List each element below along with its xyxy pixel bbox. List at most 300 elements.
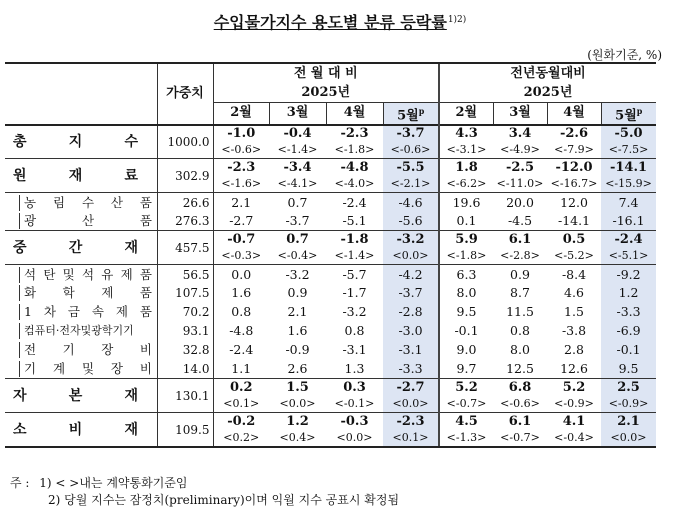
value-cell bbox=[493, 231, 547, 265]
value-cell bbox=[439, 413, 493, 447]
value-cell bbox=[326, 193, 383, 212]
contract-currency-value: <-4.1> bbox=[277, 176, 318, 190]
change-value: -14.1 bbox=[609, 159, 648, 175]
change-value: 4.5 bbox=[455, 413, 478, 429]
table-row bbox=[5, 322, 656, 341]
value-cell bbox=[493, 322, 547, 341]
change-value: -0.7 bbox=[227, 231, 256, 247]
change-value: 4.6 bbox=[564, 285, 584, 301]
value-cell bbox=[213, 341, 269, 360]
label-char: 컴퓨터·전자및광학기기 bbox=[24, 324, 134, 338]
month-label: 2월 bbox=[230, 105, 252, 121]
value-cell bbox=[326, 379, 383, 413]
table-row bbox=[5, 125, 656, 159]
change-value: 1.5 bbox=[564, 304, 584, 320]
month-header bbox=[601, 102, 656, 125]
row-label bbox=[5, 284, 157, 303]
label-char: 비 bbox=[68, 421, 83, 438]
change-value: 6.8 bbox=[508, 379, 532, 395]
change-value: -9.2 bbox=[616, 266, 641, 282]
label-char: 자 bbox=[13, 387, 27, 404]
change-value: 1.6 bbox=[287, 323, 308, 339]
label-char: 료 bbox=[124, 167, 138, 184]
change-value: 9.5 bbox=[618, 361, 639, 377]
label-char: 재 bbox=[124, 421, 138, 438]
change-value: -5.7 bbox=[342, 266, 367, 282]
label-char: 화 bbox=[24, 285, 37, 301]
change-value: -5.5 bbox=[396, 159, 425, 175]
change-value: 2.6 bbox=[287, 361, 308, 377]
contract-currency-value: <-0.9> bbox=[554, 396, 594, 410]
row-label bbox=[5, 265, 157, 284]
weight-cell: 26.6 bbox=[157, 193, 213, 212]
change-value: 0.8 bbox=[344, 323, 365, 339]
change-value: 6.3 bbox=[456, 266, 477, 282]
value-cell bbox=[547, 360, 601, 379]
change-value: -3.1 bbox=[342, 342, 367, 358]
change-value: -3.7 bbox=[285, 213, 310, 229]
change-value: -3.2 bbox=[285, 266, 310, 282]
change-value: 7.4 bbox=[618, 194, 639, 210]
row-label bbox=[5, 303, 157, 322]
value-cell bbox=[326, 360, 383, 379]
yoy-year: 2025년 bbox=[439, 84, 656, 102]
change-value: -8.4 bbox=[561, 266, 587, 282]
row-label bbox=[5, 379, 157, 413]
contract-currency-value: <-2.8> bbox=[500, 248, 540, 262]
change-value: -6.9 bbox=[616, 323, 641, 339]
contract-currency-value: <-15.9> bbox=[605, 176, 652, 190]
row-label bbox=[5, 413, 157, 447]
label-char: 및 bbox=[62, 266, 75, 282]
label-char: 계 bbox=[52, 361, 66, 377]
value-cell bbox=[269, 284, 326, 303]
contract-currency-value: <-1.8> bbox=[334, 143, 375, 157]
month-label: 5월 bbox=[615, 107, 637, 123]
change-value: 0.8 bbox=[231, 304, 252, 320]
value-cell bbox=[439, 159, 493, 193]
label-char: 비 bbox=[139, 361, 152, 377]
change-value: 8.0 bbox=[456, 285, 477, 301]
label-char: 지 bbox=[68, 134, 83, 151]
label-char: 품 bbox=[139, 285, 152, 301]
change-value: -12.0 bbox=[555, 159, 593, 175]
change-value: -0.4 bbox=[283, 126, 312, 142]
value-cell bbox=[326, 303, 383, 322]
weight-cell: 276.3 bbox=[157, 212, 213, 231]
contract-currency-value: <-1.6> bbox=[221, 176, 262, 190]
value-cell bbox=[213, 265, 269, 284]
change-value: -5.1 bbox=[342, 213, 367, 229]
label-char: 품 bbox=[139, 194, 152, 210]
value-cell bbox=[213, 303, 269, 322]
preliminary-mark: p bbox=[636, 105, 643, 116]
change-value: -3.8 bbox=[561, 323, 587, 339]
value-cell bbox=[547, 379, 601, 413]
value-cell bbox=[213, 193, 269, 212]
value-cell bbox=[547, 341, 601, 360]
month-header bbox=[439, 102, 493, 125]
month-label: 3월 bbox=[286, 105, 309, 121]
change-value: 5.9 bbox=[455, 231, 478, 247]
change-value: -3.2 bbox=[396, 231, 425, 247]
change-value: 0.9 bbox=[510, 266, 530, 282]
table-row bbox=[5, 159, 656, 193]
value-cell bbox=[213, 284, 269, 303]
value-cell bbox=[601, 360, 656, 379]
value-cell bbox=[601, 193, 656, 212]
value-cell bbox=[547, 303, 601, 322]
contract-currency-value: <-0.4> bbox=[554, 430, 594, 444]
value-cell bbox=[547, 193, 601, 212]
change-value: 6.1 bbox=[508, 413, 532, 429]
value-cell bbox=[439, 341, 493, 360]
change-value: -3.2 bbox=[342, 304, 367, 320]
value-cell bbox=[439, 193, 493, 212]
label-char: 수 bbox=[81, 194, 95, 210]
mom-header: 전 월 대 비 bbox=[213, 63, 439, 84]
month-header bbox=[547, 102, 601, 125]
value-cell bbox=[493, 341, 547, 360]
change-value: -4.6 bbox=[398, 194, 423, 210]
price-index-table bbox=[5, 62, 656, 448]
value-cell bbox=[269, 212, 326, 231]
value-cell bbox=[326, 265, 383, 284]
footnote-1-text: 1) < >내는 계약통화기준임 bbox=[39, 476, 188, 490]
label-char: 1 bbox=[24, 304, 32, 320]
label-char: 학 bbox=[62, 285, 75, 301]
change-value: 2.1 bbox=[231, 194, 252, 210]
change-value: 20.0 bbox=[506, 194, 534, 210]
row-label bbox=[5, 360, 157, 379]
yoy-header: 전년동월대비 bbox=[439, 63, 656, 84]
value-cell bbox=[326, 322, 383, 341]
value-cell bbox=[269, 341, 326, 360]
value-cell bbox=[326, 125, 383, 159]
label-char: 품 bbox=[139, 266, 152, 282]
change-value: 19.6 bbox=[452, 194, 481, 210]
change-value: 8.7 bbox=[510, 285, 530, 301]
value-cell bbox=[547, 125, 601, 159]
month-header bbox=[493, 102, 547, 125]
contract-currency-value: <-4.9> bbox=[500, 143, 540, 157]
contract-currency-value: <-5.1> bbox=[608, 248, 649, 262]
change-value: 0.8 bbox=[510, 323, 530, 339]
value-cell bbox=[383, 265, 439, 284]
table-row bbox=[5, 303, 656, 322]
contract-currency-value: <-1.8> bbox=[446, 248, 487, 262]
row-label bbox=[5, 322, 157, 341]
change-value: 1.5 bbox=[286, 379, 309, 395]
change-value: -0.3 bbox=[340, 413, 369, 429]
label-char: 본 bbox=[68, 387, 83, 404]
change-value: 2.5 bbox=[617, 379, 640, 395]
value-cell bbox=[493, 125, 547, 159]
contract-currency-value: <-0.7> bbox=[446, 396, 487, 410]
value-cell bbox=[213, 159, 269, 193]
change-value: 4.1 bbox=[562, 413, 586, 429]
contract-currency-value: <-0.6> bbox=[500, 396, 540, 410]
label-char: 장 bbox=[110, 361, 123, 377]
value-cell bbox=[326, 284, 383, 303]
month-header bbox=[383, 102, 439, 125]
value-cell bbox=[213, 212, 269, 231]
value-cell bbox=[269, 360, 326, 379]
change-value: -1.0 bbox=[227, 126, 256, 142]
value-cell bbox=[383, 193, 439, 212]
value-cell bbox=[547, 322, 601, 341]
value-cell bbox=[269, 125, 326, 159]
change-value: 2.8 bbox=[564, 342, 584, 358]
label-char: 석 bbox=[24, 266, 37, 282]
value-cell bbox=[547, 284, 601, 303]
change-value: -0.1 bbox=[616, 342, 641, 358]
change-value: -16.1 bbox=[612, 213, 645, 229]
value-cell bbox=[601, 413, 656, 447]
contract-currency-value: <0.2> bbox=[223, 430, 260, 444]
value-cell bbox=[269, 265, 326, 284]
weight-cell: 56.5 bbox=[157, 265, 213, 284]
change-value: -3.0 bbox=[398, 323, 423, 339]
label-char: 산 bbox=[110, 194, 123, 210]
value-cell bbox=[383, 303, 439, 322]
value-cell bbox=[383, 231, 439, 265]
label-char: 제 bbox=[120, 266, 133, 282]
label-char: 총 bbox=[13, 134, 27, 151]
contract-currency-value: <-6.2> bbox=[446, 176, 487, 190]
change-value: 5.2 bbox=[455, 379, 478, 395]
value-cell bbox=[601, 322, 656, 341]
month-label: 3월 bbox=[509, 105, 531, 121]
value-cell bbox=[493, 159, 547, 193]
row-label bbox=[5, 231, 157, 265]
change-value: -1.7 bbox=[342, 285, 367, 301]
change-value: 9.7 bbox=[456, 361, 477, 377]
value-cell bbox=[383, 413, 439, 447]
weight-cell: 107.5 bbox=[157, 284, 213, 303]
change-value: -5.6 bbox=[398, 213, 423, 229]
contract-currency-value: <-0.9> bbox=[608, 396, 649, 410]
contract-currency-value: <-0.1> bbox=[334, 396, 375, 410]
row-label bbox=[5, 193, 157, 212]
change-value: -3.3 bbox=[398, 361, 423, 377]
change-value: -14.1 bbox=[557, 213, 591, 229]
contract-currency-value: <0.1> bbox=[392, 430, 429, 444]
change-value: 0.5 bbox=[562, 231, 586, 247]
change-value: -3.1 bbox=[398, 342, 423, 358]
value-cell bbox=[493, 284, 547, 303]
change-value: -4.2 bbox=[398, 266, 423, 282]
value-cell bbox=[439, 322, 493, 341]
label-char: 기 bbox=[62, 342, 75, 358]
change-value: 1.3 bbox=[344, 361, 365, 377]
change-value: 0.2 bbox=[229, 379, 253, 395]
change-value: 8.0 bbox=[510, 342, 530, 358]
table-row bbox=[5, 341, 656, 360]
label-char: 품 bbox=[139, 304, 152, 320]
change-value: 1.6 bbox=[231, 285, 252, 301]
change-value: -3.4 bbox=[283, 159, 312, 175]
value-cell bbox=[601, 284, 656, 303]
contract-currency-value: <-7.9> bbox=[554, 143, 594, 157]
change-value: 2.1 bbox=[287, 304, 308, 320]
label-char: 금 bbox=[67, 304, 80, 320]
change-value: 11.5 bbox=[506, 304, 534, 320]
change-value: -2.6 bbox=[559, 126, 588, 142]
weight-cell: 70.2 bbox=[157, 303, 213, 322]
change-value: -2.4 bbox=[229, 342, 254, 358]
value-cell bbox=[269, 303, 326, 322]
change-value: -4.5 bbox=[507, 213, 533, 229]
change-value: -2.3 bbox=[227, 159, 256, 175]
value-cell bbox=[269, 231, 326, 265]
label-char: 비 bbox=[139, 342, 152, 358]
change-value: -3.7 bbox=[398, 285, 423, 301]
title-footnote-marks: 1)2) bbox=[447, 14, 467, 25]
month-label: 5월 bbox=[397, 107, 419, 123]
month-header bbox=[326, 102, 383, 125]
change-value: 0.9 bbox=[287, 285, 308, 301]
value-cell bbox=[383, 212, 439, 231]
change-value: 2.1 bbox=[617, 413, 640, 429]
value-cell bbox=[439, 231, 493, 265]
value-cell bbox=[493, 265, 547, 284]
value-cell bbox=[547, 159, 601, 193]
contract-currency-value: <0.0> bbox=[336, 430, 373, 444]
value-cell bbox=[383, 322, 439, 341]
value-cell bbox=[601, 125, 656, 159]
table-row bbox=[5, 265, 656, 284]
preliminary-mark: p bbox=[418, 105, 425, 116]
value-cell bbox=[213, 125, 269, 159]
weight-header: 가중치 bbox=[157, 63, 213, 125]
value-cell bbox=[269, 193, 326, 212]
label-char: 간 bbox=[68, 239, 83, 256]
label-char: 전 bbox=[24, 342, 37, 358]
mom-year: 2025년 bbox=[301, 84, 351, 100]
weight-cell: 109.5 bbox=[157, 413, 213, 447]
contract-currency-value: <-0.7> bbox=[500, 430, 540, 444]
category-header bbox=[5, 63, 157, 125]
contract-currency-value: <0.0> bbox=[610, 430, 647, 444]
value-cell bbox=[601, 303, 656, 322]
value-cell bbox=[439, 125, 493, 159]
change-value: 12.5 bbox=[506, 361, 534, 377]
label-char: 제 bbox=[115, 304, 128, 320]
table-row bbox=[5, 212, 656, 231]
label-char: 재 bbox=[68, 167, 83, 184]
value-cell bbox=[439, 360, 493, 379]
contract-currency-value: <-0.4> bbox=[277, 248, 318, 262]
change-value: 1.8 bbox=[455, 159, 478, 175]
month-label: 2월 bbox=[455, 105, 478, 121]
change-value: -5.0 bbox=[614, 126, 643, 142]
value-cell bbox=[383, 125, 439, 159]
weight-cell: 32.8 bbox=[157, 341, 213, 360]
value-cell bbox=[213, 231, 269, 265]
row-label bbox=[5, 341, 157, 360]
contract-currency-value: <-11.0> bbox=[496, 176, 544, 190]
change-value: -4.8 bbox=[340, 159, 369, 175]
change-value: -2.7 bbox=[229, 213, 254, 229]
change-value: -2.8 bbox=[398, 304, 423, 320]
contract-currency-value: <-1.4> bbox=[334, 248, 375, 262]
weight-cell: 130.1 bbox=[157, 379, 213, 413]
contract-currency-value: <-16.7> bbox=[550, 176, 598, 190]
value-cell bbox=[439, 379, 493, 413]
label-char: 품 bbox=[139, 213, 152, 229]
contract-currency-value: <0.1> bbox=[223, 396, 260, 410]
change-value: -0.1 bbox=[454, 323, 479, 339]
value-cell bbox=[601, 265, 656, 284]
change-value: 0.7 bbox=[287, 194, 308, 210]
change-value: -2.4 bbox=[342, 194, 367, 210]
weight-cell: 1000.0 bbox=[157, 125, 213, 159]
contract-currency-value: <-1.3> bbox=[446, 430, 487, 444]
value-cell bbox=[493, 413, 547, 447]
label-char: 농 bbox=[24, 194, 37, 210]
footnote-2: 2) 당월 지수는 잠정치(preliminary)이며 익월 지수 공표시 확정됨 bbox=[48, 493, 400, 507]
label-char: 장 bbox=[101, 342, 114, 358]
value-cell bbox=[493, 193, 547, 212]
value-cell bbox=[547, 212, 601, 231]
weight-cell: 302.9 bbox=[157, 159, 213, 193]
contract-currency-value: <-7.5> bbox=[608, 143, 649, 157]
change-value: 0.1 bbox=[456, 213, 477, 229]
label-char: 유 bbox=[101, 266, 114, 282]
label-char: 수 bbox=[124, 134, 138, 151]
value-cell bbox=[601, 231, 656, 265]
value-cell bbox=[383, 379, 439, 413]
value-cell bbox=[439, 284, 493, 303]
change-value: -2.3 bbox=[396, 413, 425, 429]
change-value: 5.2 bbox=[562, 379, 586, 395]
value-cell bbox=[269, 413, 326, 447]
contract-currency-value: <0.0> bbox=[392, 248, 429, 262]
change-value: 1.2 bbox=[618, 285, 639, 301]
table-title bbox=[0, 10, 680, 33]
change-value: -0.9 bbox=[285, 342, 310, 358]
contract-currency-value: <0.4> bbox=[279, 430, 316, 444]
change-value: 6.1 bbox=[508, 231, 532, 247]
change-value: 9.0 bbox=[456, 342, 477, 358]
value-cell bbox=[213, 322, 269, 341]
table-row bbox=[5, 379, 656, 413]
change-value: 0.3 bbox=[343, 379, 366, 395]
table-row bbox=[5, 193, 656, 212]
weight-cell: 93.1 bbox=[157, 322, 213, 341]
row-label bbox=[5, 125, 157, 159]
value-cell bbox=[213, 360, 269, 379]
contract-currency-value: <0.0> bbox=[392, 396, 429, 410]
label-char: 및 bbox=[81, 361, 95, 377]
change-value: 1.2 bbox=[286, 413, 309, 429]
change-value: -0.2 bbox=[227, 413, 256, 429]
month-label: 4월 bbox=[563, 105, 585, 121]
value-cell bbox=[269, 159, 326, 193]
change-value: -4.8 bbox=[229, 323, 254, 339]
value-cell bbox=[326, 413, 383, 447]
contract-currency-value: <-0.3> bbox=[221, 248, 262, 262]
label-char: 재 bbox=[124, 387, 138, 404]
label-char: 석 bbox=[81, 266, 95, 282]
table-row bbox=[5, 413, 656, 447]
value-cell bbox=[383, 341, 439, 360]
title-text: 수입물가지수 용도별 분류 등락률 bbox=[213, 13, 447, 32]
month-header bbox=[213, 102, 269, 125]
month-header bbox=[269, 102, 326, 125]
value-cell bbox=[213, 379, 269, 413]
